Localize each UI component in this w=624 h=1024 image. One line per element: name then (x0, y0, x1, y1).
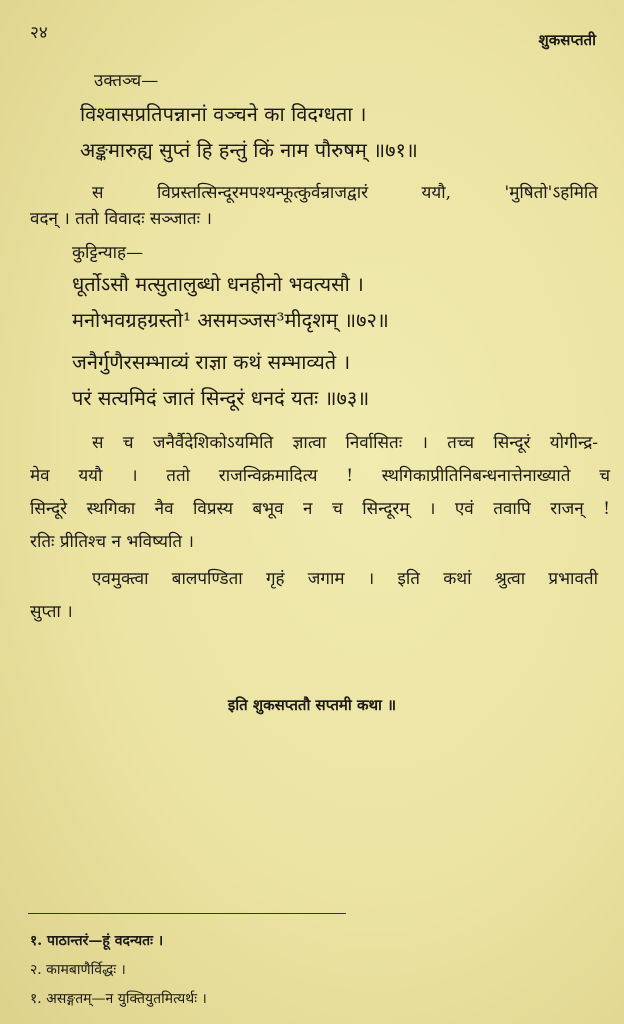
prose-1-line-2: वदन् । ततो विवादः सञ्जातः । (30, 209, 212, 229)
chapter-colophon: इति शुकसप्ततौ सप्तमी कथा ॥ (227, 696, 397, 714)
footnote-3: १. असङ्गतम्—न युक्तियुतमित्यर्थः । (30, 991, 207, 1007)
footnote-2: २. कामबाणैर्विद्धः । (30, 962, 126, 978)
verse-73-line-2: परं सत्यमिदं जातं सिन्दूरं धनदं यतः ॥७३॥ (72, 386, 370, 410)
verse-72-line-2: मनोभवग्रहग्रस्तो¹ असमञ्जस³मीदृशम् ॥७२॥ (72, 308, 389, 332)
footnote-divider (28, 913, 346, 914)
prose-2-line-1: स च जनैर्वैदेशिकोऽयमिति ज्ञात्वा निर्वासितः । तच्च सिन्दूरं योगीन्द्र- (92, 433, 598, 453)
page-number: २४ (30, 23, 48, 43)
verse-72-line-1: धूर्तोऽसौ मत्सुतालुब्धो धनहीनो भवत्यसौ । (72, 272, 364, 296)
prose-3-line-2: सुप्ता । (30, 602, 73, 622)
running-title: शुकसप्तती (538, 31, 596, 49)
intro-kuttini-aha: कुट्टिन्याह— (72, 243, 144, 263)
prose-2-line-2: मेव ययौ । ततो राजन्विक्रमादित्य ! स्थगिकाप्रीतिनिबन्धनात्तेनाख्याते च (30, 466, 610, 486)
footnote-1: १. पाठान्तरं—हूं वदन्यतः । (30, 933, 164, 949)
verse-73-line-1: जनैर्गुणैरसम्भाव्यं राज्ञा कथं सम्भाव्यते । (72, 350, 351, 374)
prose-2-line-3: सिन्दूरे स्थगिका नैव विप्रस्य बभूव न च सिन्दूरम् । एवं तवापि राजन् ! (30, 499, 610, 519)
verse-71-line-1: विश्वासप्रतिपन्नानां वञ्चने का विदग्धता । (80, 102, 367, 126)
prose-1-line-1: स विप्रस्तत्सिन्दूरमपश्यन्फूत्कुर्वन्राजद्वारं ययौ, 'मुषितो'ऽहमिति (92, 183, 598, 203)
prose-3-line-1: एवमुक्त्वा बालपण्डिता गृहं जगाम । इति कथां श्रुत्वा प्रभावती (92, 569, 598, 589)
intro-uktam-ca: उक्तञ्च— (94, 71, 159, 91)
prose-2-line-4: रतिः प्रीतिश्च न भविष्यति । (30, 532, 194, 552)
verse-71-line-2: अङ्कमारुह्य सुप्तं हि हन्तुं किं नाम पौरुषम् ॥७१॥ (80, 138, 418, 162)
